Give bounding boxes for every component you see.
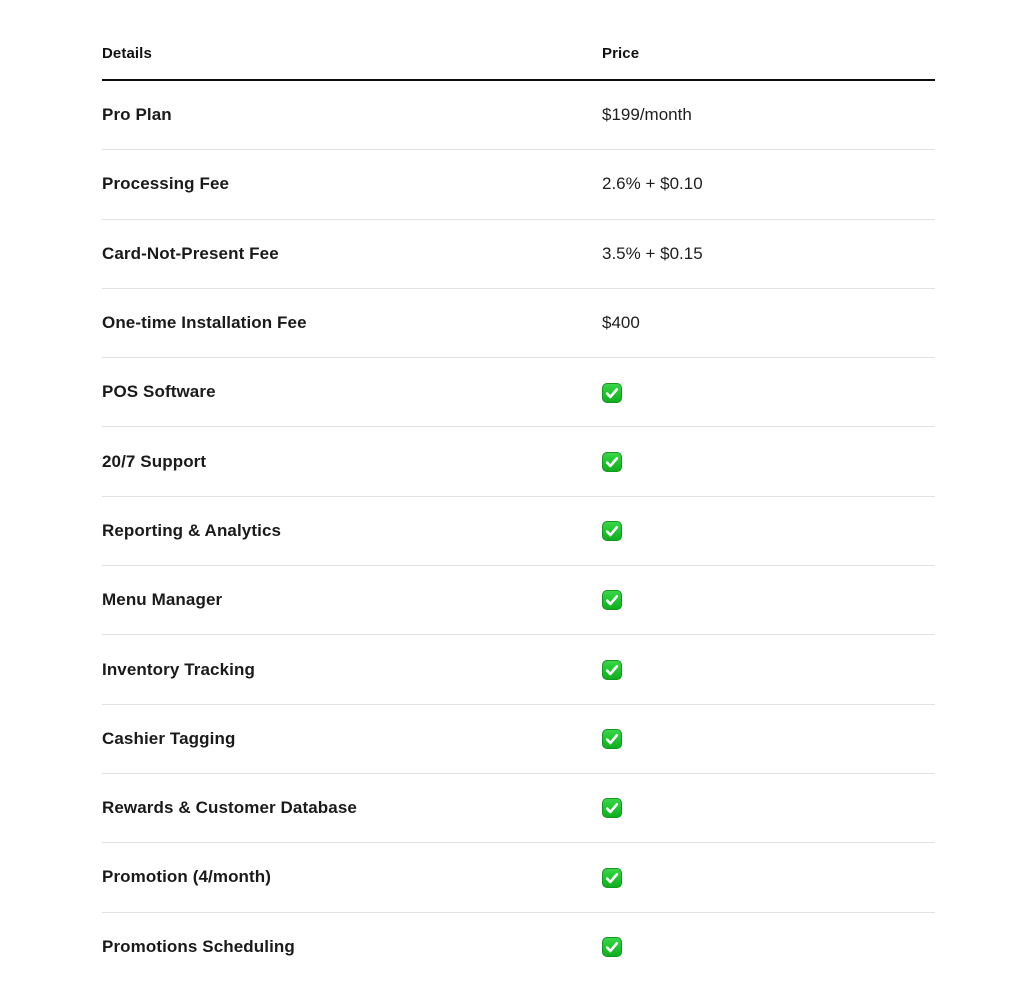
table-row — [102, 150, 935, 219]
row-label: Cashier Tagging — [102, 728, 236, 748]
check-mark-icon — [602, 383, 622, 403]
table-row — [102, 774, 935, 843]
check-mark-icon — [602, 521, 622, 541]
row-value — [602, 590, 935, 611]
row-label: Card-Not-Present Fee — [102, 243, 279, 263]
row-value — [602, 521, 935, 542]
row-value: $199/month — [602, 105, 692, 125]
table-row — [102, 81, 935, 150]
check-mark-icon — [602, 868, 622, 888]
row-label: Rewards & Customer Database — [102, 798, 357, 818]
row-label: One-time Installation Fee — [102, 313, 307, 333]
row-label: POS Software — [102, 382, 216, 402]
table-row — [102, 913, 935, 982]
table-row — [102, 427, 935, 496]
check-mark-icon — [602, 798, 622, 818]
row-label: Processing Fee — [102, 174, 230, 194]
row-label: Menu Manager — [102, 590, 223, 610]
row-label: Reporting & Analytics — [102, 520, 282, 540]
check-mark-icon — [602, 452, 622, 472]
row-label: Pro Plan — [102, 105, 172, 125]
column-header-details: Details — [102, 45, 152, 62]
column-header-price: Price — [602, 45, 640, 62]
row-label: Promotion (4/month) — [102, 867, 272, 887]
row-value — [602, 451, 935, 472]
row-value — [602, 729, 935, 750]
check-mark-icon — [602, 937, 622, 957]
pricing-table — [102, 28, 935, 982]
table-row — [102, 566, 935, 635]
row-value: 2.6% + $0.10 — [602, 174, 703, 194]
row-value: 3.5% + $0.15 — [602, 243, 703, 263]
row-value — [602, 659, 935, 680]
table-row — [102, 497, 935, 566]
table-row — [102, 289, 935, 358]
check-mark-icon — [602, 590, 622, 610]
row-value — [602, 798, 935, 819]
table-header-row — [102, 28, 935, 81]
check-mark-icon — [602, 729, 622, 749]
row-value — [602, 937, 935, 958]
table-body — [102, 81, 935, 982]
check-mark-icon — [602, 660, 622, 680]
row-value — [602, 867, 935, 888]
row-label: Inventory Tracking — [102, 659, 255, 679]
table-row — [102, 635, 935, 704]
row-value — [602, 382, 935, 403]
row-value: $400 — [602, 313, 640, 333]
table-row — [102, 220, 935, 289]
row-label: Promotions Scheduling — [102, 937, 295, 957]
row-label: 20/7 Support — [102, 451, 207, 471]
table-row — [102, 843, 935, 912]
table-row — [102, 705, 935, 774]
table-row — [102, 358, 935, 427]
